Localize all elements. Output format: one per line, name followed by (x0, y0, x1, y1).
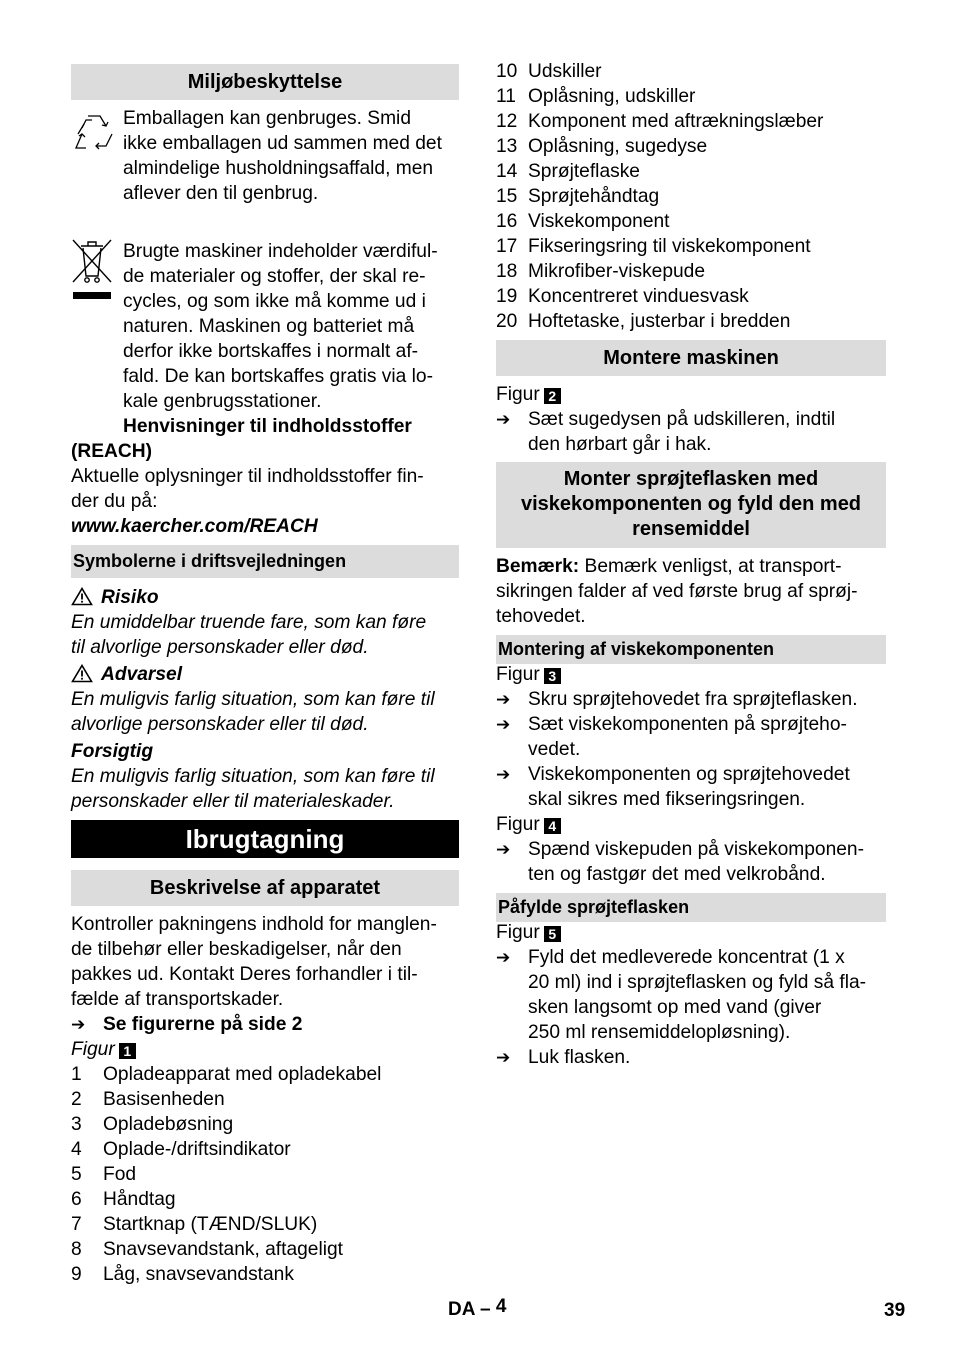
figure-number-badge: 1 (119, 1043, 136, 1059)
text-line: de tilbehør eller beskadigelser, når den (71, 939, 402, 960)
pad-step (496, 837, 886, 887)
heading-text: Beskrivelse af apparatet (149, 877, 381, 899)
item-number: 18 (496, 261, 518, 282)
item-number: 8 (71, 1239, 82, 1260)
item-text: Oplåsning, udskiller (528, 86, 696, 107)
list-item (496, 134, 886, 159)
figure-number-badge: 2 (544, 388, 561, 404)
caution-label: Forsigtig (71, 741, 154, 762)
item-text: Viskekomponent (528, 211, 670, 232)
text-line: En muligvis farlig situation, som kan føre til (71, 766, 435, 787)
text-line: den hørbart går i hak. (528, 434, 712, 455)
page-number: 39 (884, 1300, 906, 1321)
section-heading-fill-bottle (496, 893, 886, 922)
item-text: Oplåsning, sugedyse (528, 136, 708, 157)
item-number: 13 (496, 136, 518, 157)
text-line: naturen. Maskinen og batteriet må (123, 316, 415, 337)
text-line: Bemærk venligst, at transport- (579, 556, 842, 577)
item-number: 14 (496, 161, 518, 182)
step-item (496, 945, 886, 1045)
step-item (496, 1045, 886, 1070)
footer-dash: – (480, 1299, 491, 1320)
figure-label: Figur (71, 1039, 115, 1060)
text-line: Fyld det medleverede koncentrat (1 x (528, 947, 845, 968)
heading-text: Symbolerne i driftsvejledningen (73, 551, 347, 571)
text-line: skal sikres med fikseringsringen. (528, 789, 806, 810)
heading-text: Montering af viskekomponenten (498, 639, 775, 659)
text-line: Viskekomponenten og sprøjtehovedet (528, 764, 850, 785)
list-item (71, 1112, 459, 1137)
figure-ref-4 (496, 812, 886, 837)
figure-label: Figur (496, 814, 540, 835)
figure-label: Figur (496, 384, 540, 405)
figure-number-badge: 5 (544, 926, 561, 942)
list-item (71, 1212, 459, 1237)
text-line: Spænd viskepuden på viskekomponen- (528, 839, 864, 860)
heading-text: Påfylde sprøjteflasken (498, 897, 690, 917)
text-line: En umiddelbar truende fare, som kan føre (71, 612, 427, 633)
heading-text: viskekomponenten og fyld den med (520, 493, 862, 515)
reach-heading-line1: Henvisninger til indholdsstoffer (123, 416, 412, 437)
environment-disposal-text (123, 239, 459, 414)
text-line: Luk flasken. (528, 1047, 631, 1068)
item-number: 7 (71, 1214, 82, 1235)
figure-ref-3 (496, 662, 886, 687)
text-line: cycles, og som ikke må komme ud i (123, 291, 426, 312)
warning-text (71, 687, 459, 737)
text-line: vedet. (528, 739, 581, 760)
text-line: Aktuelle oplysninger til indholdsstoffer fin- (71, 466, 424, 487)
wipe-steps (496, 687, 886, 812)
arrow-right-icon: ➔ (496, 840, 511, 859)
list-item (71, 1262, 459, 1287)
note-text (496, 554, 886, 629)
arrow-right-icon: ➔ (496, 765, 511, 784)
text-line: almindelige husholdningsaffald, men (123, 158, 434, 179)
item-text: Snavsevandstank, aftageligt (103, 1239, 344, 1260)
risk-label-row (71, 585, 459, 610)
list-item (71, 1137, 459, 1162)
text-line: fald. De kan bortskaffes gratis via lo- (123, 366, 433, 387)
parts-list-right (496, 59, 886, 334)
list-item (496, 109, 886, 134)
note-label: Bemærk: (496, 556, 580, 577)
list-item (496, 84, 886, 109)
text-line: 20 ml) ind i sprøjteflasken og fyld så fla- (528, 972, 867, 993)
see-figures-row (71, 1012, 459, 1037)
figure-label: Figur (496, 664, 540, 685)
section-heading-environment (71, 64, 459, 100)
text-line: Sæt viskekomponenten på sprøjteho- (528, 714, 847, 735)
section-heading-symbols (71, 545, 459, 578)
text-line: Brugte maskiner indeholder værdiful- (123, 241, 438, 262)
figure-ref-5 (496, 920, 886, 945)
item-number: 16 (496, 211, 518, 232)
list-item (496, 159, 886, 184)
item-number: 15 (496, 186, 518, 207)
text-line: Kontroller pakningens indhold for manglen- (71, 914, 437, 935)
text-line: 250 ml rensemiddelopløsning). (528, 1022, 791, 1043)
item-text: Fod (103, 1164, 137, 1185)
list-item (71, 1087, 459, 1112)
item-text: Koncentreret vinduesvask (528, 286, 749, 307)
parts-list-left (71, 1062, 459, 1287)
figure-number-badge: 4 (544, 818, 561, 834)
text-line: de materialer og stoffer, der skal re- (123, 266, 426, 287)
item-text: Opladebøsning (103, 1114, 234, 1135)
caution-text (71, 764, 459, 814)
section-heading-spray-bottle (496, 462, 886, 548)
arrow-right-icon: ➔ (496, 410, 511, 429)
text-line: ten og fastgør det med velkrobånd. (528, 864, 826, 885)
item-number: 10 (496, 61, 518, 82)
arrow-right-icon: ➔ (496, 690, 511, 709)
item-number: 11 (496, 86, 516, 107)
warning-label-row (71, 662, 459, 687)
item-text: Hoftetaske, justerbar i bredden (528, 311, 791, 332)
item-number: 6 (71, 1189, 82, 1210)
section-page: 4 (495, 1296, 507, 1317)
list-item (496, 234, 886, 259)
item-number: 12 (496, 111, 518, 132)
item-number: 20 (496, 311, 518, 332)
list-item (71, 1237, 459, 1262)
heading-text: Miljøbeskyttelse (187, 71, 343, 93)
text-line: aflever den til genbrug. (123, 183, 319, 204)
heading-text: Montere maskinen (603, 347, 779, 369)
list-item (71, 1162, 459, 1187)
description-text (71, 912, 459, 1012)
list-item (71, 1187, 459, 1212)
step-item (496, 687, 886, 712)
list-item (496, 259, 886, 284)
section-heading-assemble (496, 340, 886, 376)
list-item (496, 209, 886, 234)
text-line: Skru sprøjtehovedet fra sprøjteflasken. (528, 689, 858, 710)
heading-text: rensemiddel (632, 518, 750, 540)
section-heading-wipe-assembly (496, 635, 886, 664)
arrow-right-icon: ➔ (496, 715, 511, 734)
figure-ref-1 (71, 1037, 459, 1062)
text-line: sikringen falder af ved første brug af sprøj- (496, 581, 858, 602)
text-line: fælde af transportskader. (71, 989, 284, 1010)
heading-text: Monter sprøjteflasken med (563, 468, 819, 490)
section-heading-description (71, 870, 459, 906)
chapter-heading-commissioning (71, 820, 459, 858)
text-line: pakkes ud. Kontakt Deres forhandler i til- (71, 964, 418, 985)
text-line: ikke emballagen ud sammen med det (123, 133, 442, 154)
step-item (496, 762, 886, 812)
text-line: til alvorlige personskader eller død. (71, 637, 369, 658)
footer-section-label (448, 1297, 506, 1322)
language-code: DA (448, 1299, 475, 1320)
text-line: En muligvis farlig situation, som kan føre til (71, 689, 435, 710)
warning-label: Advarsel (101, 664, 183, 685)
item-text: Udskiller (528, 61, 602, 82)
item-text: Mikrofiber-viskepude (528, 261, 706, 282)
text-line: der du på: (71, 491, 158, 512)
figure-number-badge: 3 (544, 668, 561, 684)
step-text (528, 407, 835, 457)
arrow-right-icon: ➔ (496, 1048, 511, 1067)
text-line: kale genbrugsstationer. (123, 391, 322, 412)
text-line: derfor ikke bortskaffes i normalt af- (123, 341, 419, 362)
item-text: Startknap (TÆND/SLUK) (103, 1214, 318, 1235)
list-item (71, 1062, 459, 1087)
item-text: Komponent med aftrækningslæber (528, 111, 824, 132)
crossed-bin-icon (71, 238, 113, 302)
item-number: 17 (496, 236, 518, 257)
arrow-right-icon: ➔ (496, 948, 511, 967)
item-text: Oplade-/driftsindikator (103, 1139, 291, 1160)
text-line: Sæt sugedysen på udskilleren, indtil (528, 409, 836, 430)
reach-url-link[interactable]: www.kaercher.com/REACH (71, 516, 318, 537)
arrow-right-icon: ➔ (71, 1015, 86, 1034)
recycle-icon (72, 112, 116, 154)
text-line: tehovedet. (496, 606, 586, 627)
reach-text (71, 464, 459, 514)
list-item (496, 309, 886, 334)
item-number: 3 (71, 1114, 82, 1135)
list-item (496, 184, 886, 209)
item-text: Sprøjteflaske (528, 161, 640, 182)
environment-packaging-text (123, 106, 459, 206)
text-line: alvorlige personskader eller til død. (71, 714, 369, 735)
item-number: 1 (71, 1064, 82, 1085)
figure-ref-2 (496, 382, 886, 407)
risk-label: Risiko (101, 587, 159, 608)
list-item (496, 59, 886, 84)
item-text: Opladeapparat med opladekabel (103, 1064, 382, 1085)
warning-triangle-icon (71, 587, 93, 606)
item-text: Sprøjtehåndtag (528, 186, 660, 207)
step-item (496, 712, 886, 762)
fill-steps (496, 945, 886, 1070)
risk-text (71, 610, 459, 660)
item-number: 9 (71, 1264, 82, 1285)
text-line: sken langsomt op med vand (giver (528, 997, 822, 1018)
item-number: 19 (496, 286, 518, 307)
item-text: Håndtag (103, 1189, 176, 1210)
see-figures-text: Se figurerne på side 2 (103, 1014, 303, 1035)
text-line: Emballagen kan genbruges. Smid (123, 108, 411, 129)
item-number: 4 (71, 1139, 82, 1160)
text-line: personskader eller til materialeskader. (71, 791, 395, 812)
item-text: Basisenheden (103, 1089, 225, 1110)
figure-label: Figur (496, 922, 540, 943)
item-number: 2 (71, 1089, 82, 1110)
warning-triangle-icon (71, 664, 93, 683)
heading-text: Ibrugtagning (185, 824, 345, 854)
assemble-step (496, 407, 886, 457)
reach-heading-line2: (REACH) (71, 441, 153, 462)
list-item (496, 284, 886, 309)
item-text: Låg, snavsevandstank (103, 1264, 294, 1285)
item-text: Fikseringsring til viskekomponent (528, 236, 811, 257)
item-number: 5 (71, 1164, 82, 1185)
